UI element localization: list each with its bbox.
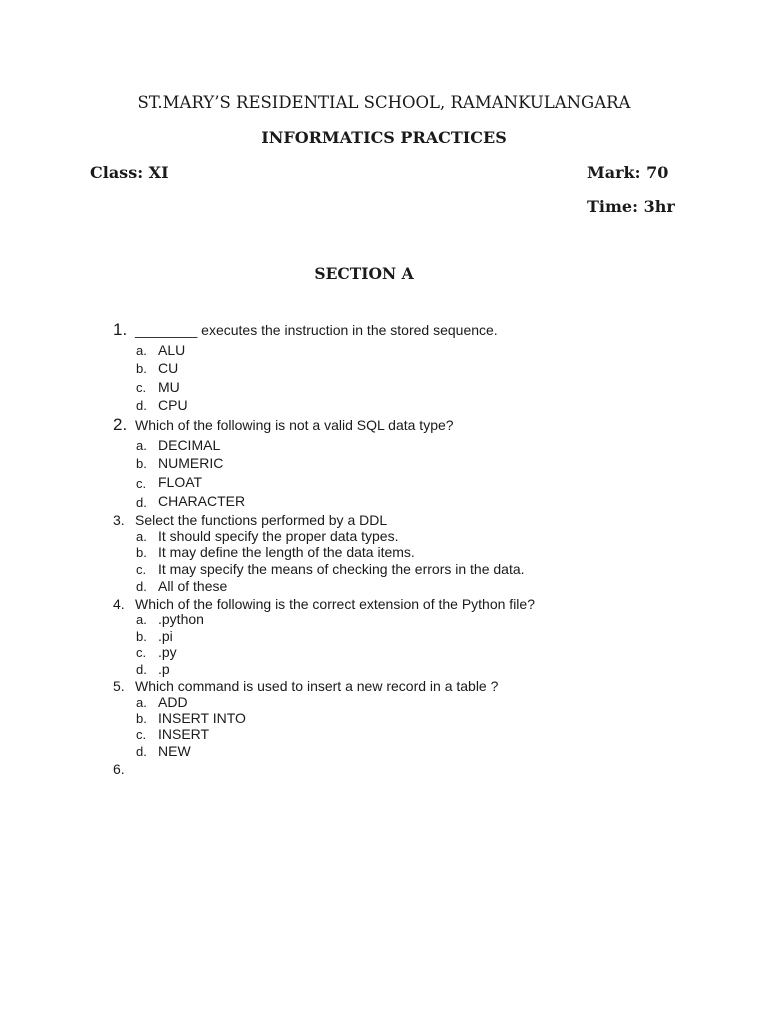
option-text: .py	[158, 644, 177, 660]
option-letter: d.	[136, 579, 147, 594]
option-text: CPU	[158, 397, 188, 413]
question-text: Which of the following is not a valid SQL data type?	[135, 417, 454, 433]
option-letter: b.	[136, 361, 147, 376]
option-text: It may specify the means of checking the errors in the data.	[158, 561, 525, 577]
option-letter: a.	[136, 438, 147, 453]
question-text: ________ executes the instruction in the stored sequence.	[135, 322, 498, 338]
option-letter: c.	[136, 727, 147, 742]
option-letter: b.	[136, 711, 147, 726]
option-letter: d.	[136, 398, 147, 413]
option-letter: b.	[136, 456, 147, 471]
option-text: ADD	[158, 694, 188, 710]
question-number: 4.	[113, 596, 125, 612]
option-text: CHARACTER	[158, 493, 246, 509]
section-title: SECTION A	[314, 264, 414, 283]
option-letter: b.	[136, 629, 147, 644]
option-text: CU	[158, 360, 179, 376]
option-letter: d.	[136, 495, 147, 510]
question-number: 3.	[113, 512, 125, 528]
question-text: Select the functions performed by a DDL	[135, 512, 388, 528]
option-text: .python	[158, 611, 204, 627]
option-text: It should specify the proper data types.	[158, 528, 399, 544]
question-number: 1.	[113, 320, 128, 339]
option-text: INSERT	[158, 726, 210, 742]
option-letter: c.	[136, 562, 147, 577]
mark-label: Mark: 70	[587, 163, 669, 182]
option-text: DECIMAL	[158, 437, 221, 453]
question-text: Which command is used to insert a new record in a table ?	[135, 678, 499, 694]
option-letter: a.	[136, 695, 147, 710]
question-number: 5.	[113, 678, 125, 694]
subject-title: INFORMATICS PRACTICES	[261, 128, 507, 147]
option-letter: a.	[136, 612, 147, 627]
option-letter: a.	[136, 343, 147, 358]
option-text: ALU	[158, 342, 186, 358]
question-number: 2.	[113, 415, 128, 434]
option-text: .pi	[158, 628, 173, 644]
option-text: .p	[158, 661, 170, 677]
option-text: NUMERIC	[158, 455, 224, 471]
option-text: It may define the length of the data items.	[158, 544, 415, 560]
option-text: NEW	[158, 743, 191, 759]
option-letter: c.	[136, 645, 147, 660]
option-text: FLOAT	[158, 474, 203, 490]
option-letter: b.	[136, 545, 147, 560]
school-name: ST.MARY’S RESIDENTIAL SCHOOL, RAMANKULANGARA	[137, 93, 631, 112]
option-letter: d.	[136, 662, 147, 677]
option-text: INSERT INTO	[158, 710, 246, 726]
option-text: MU	[158, 379, 180, 395]
question-number: 6.	[113, 761, 125, 777]
option-letter: c.	[136, 476, 147, 491]
option-letter: a.	[136, 529, 147, 544]
question-text: Which of the following is the correct extension of the Python file?	[135, 596, 535, 612]
option-text: All of these	[158, 578, 228, 594]
class-label: Class: XI	[90, 163, 169, 182]
time-label: Time: 3hr	[587, 197, 675, 216]
option-letter: c.	[136, 380, 147, 395]
option-letter: d.	[136, 744, 147, 759]
